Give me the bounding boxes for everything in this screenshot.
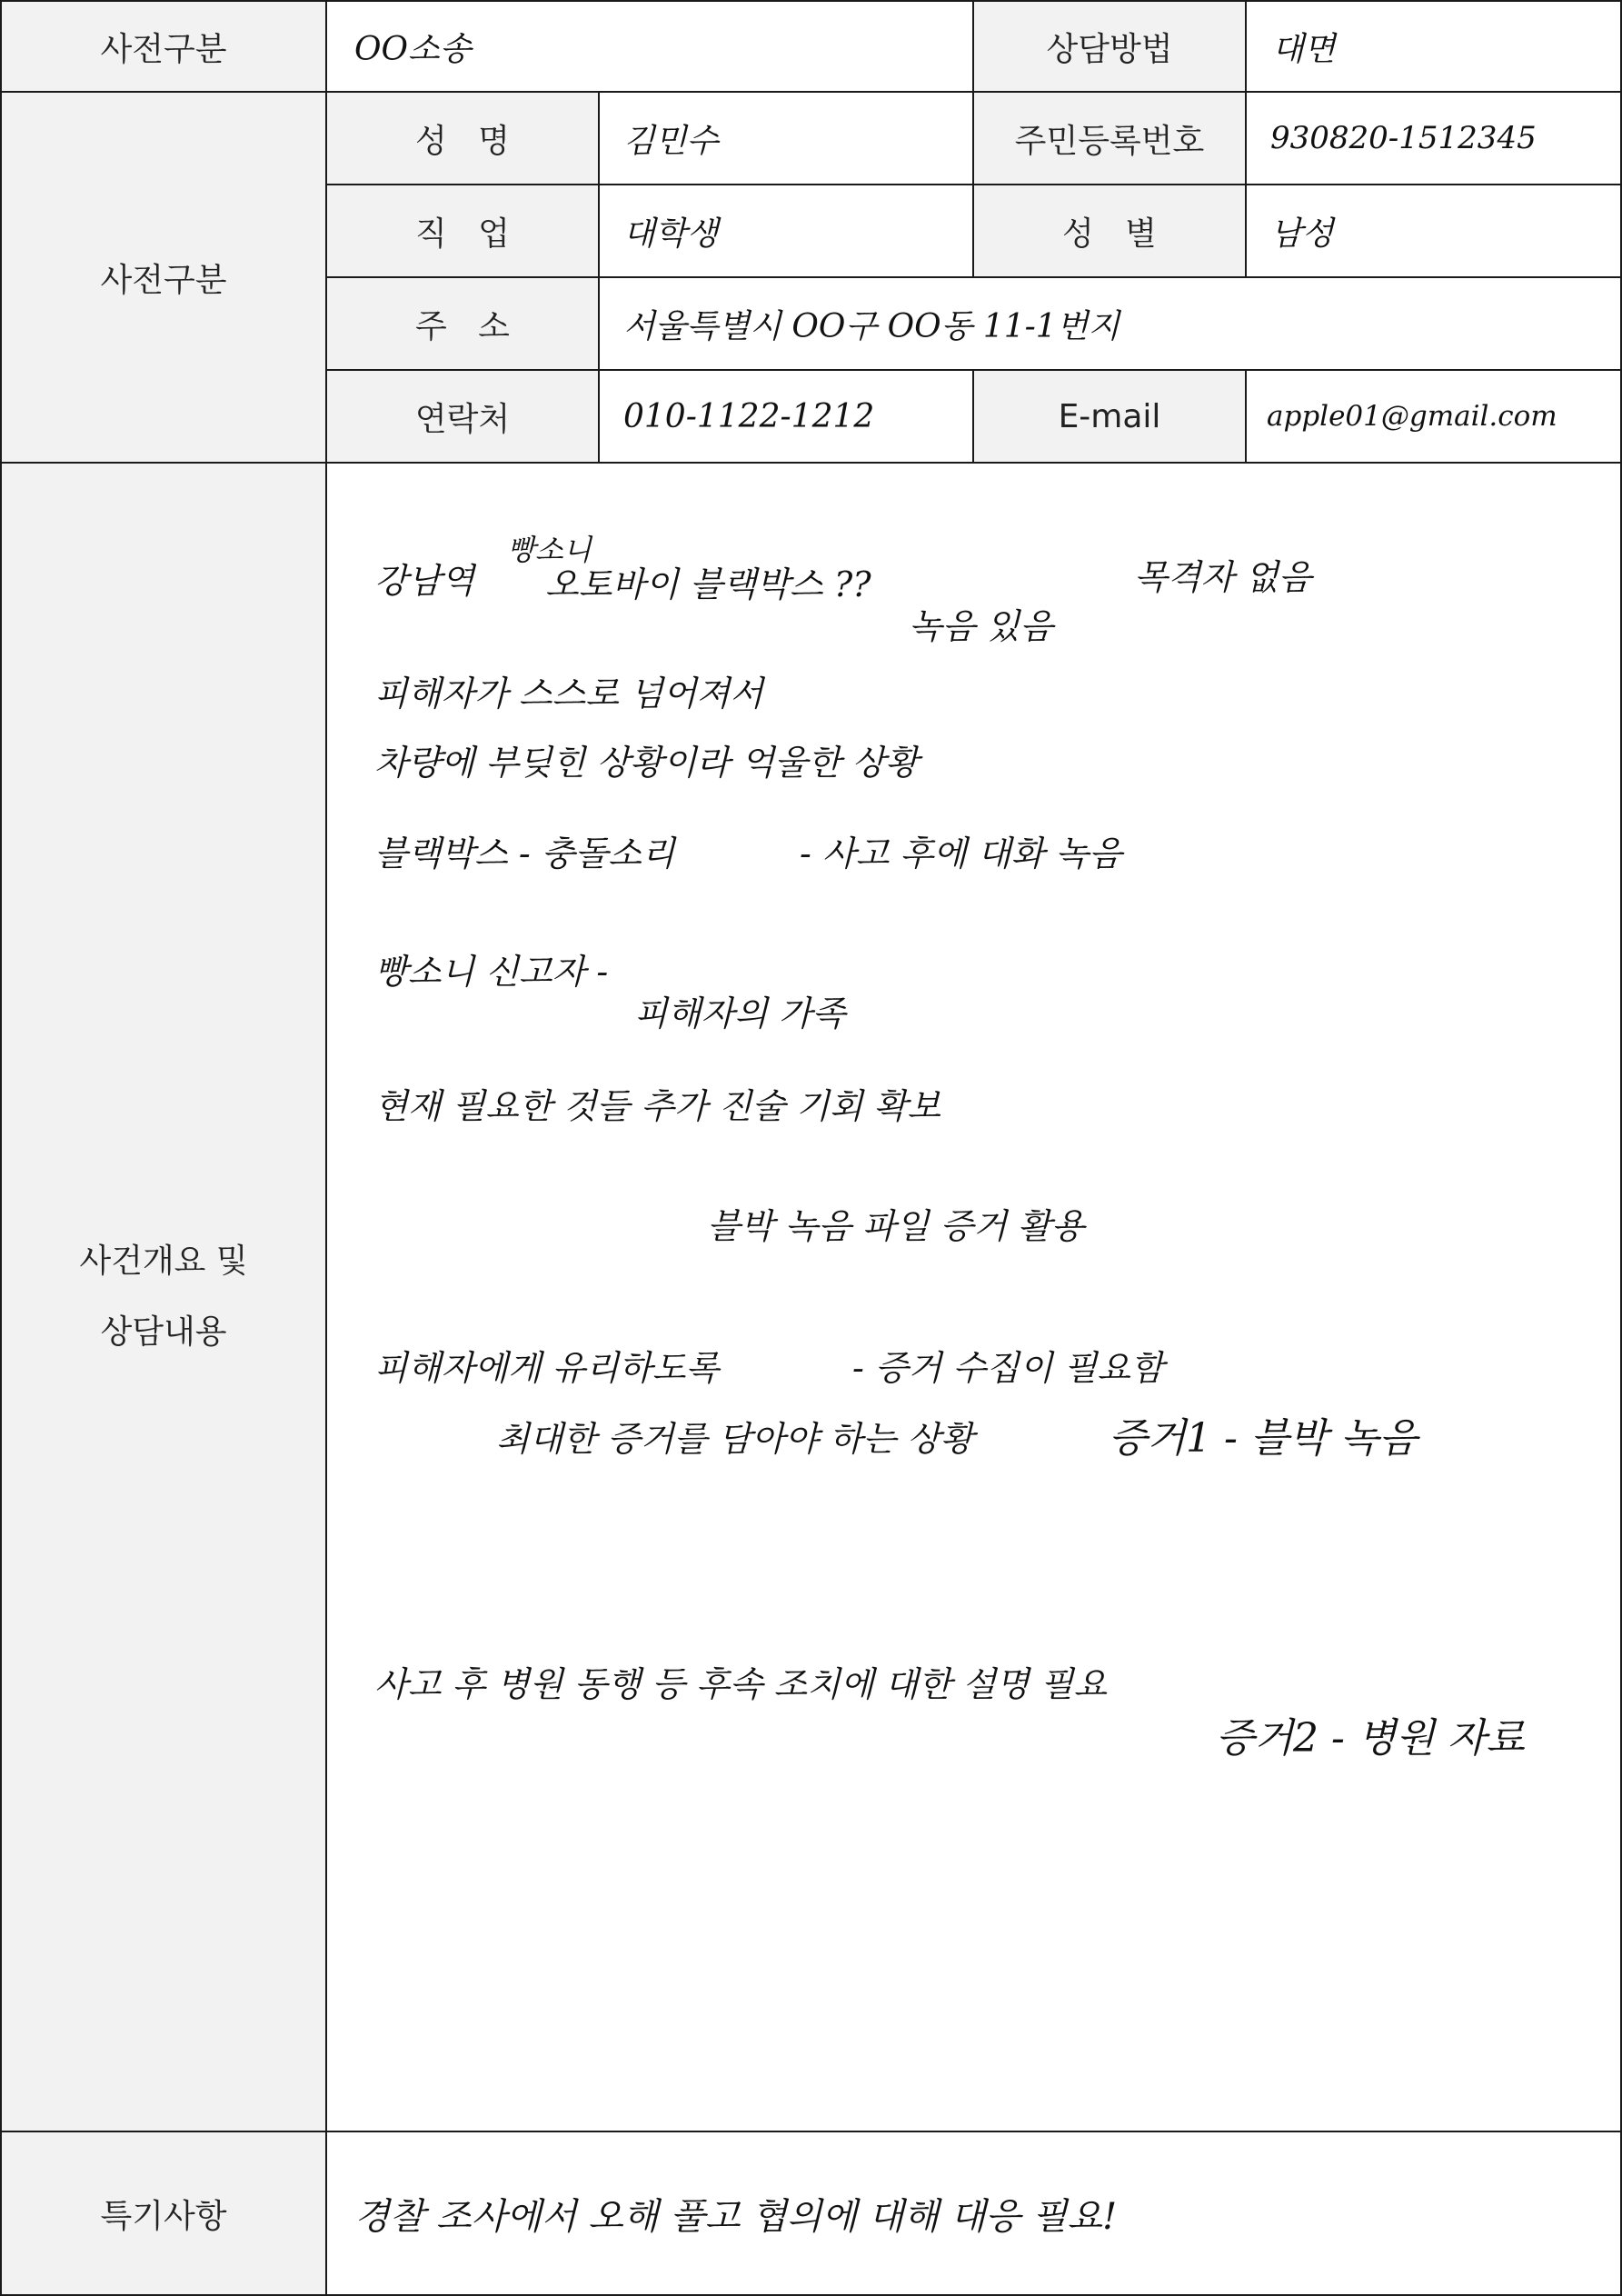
job-label: 직 업 bbox=[325, 184, 600, 278]
case-type-value: OO소송 bbox=[325, 0, 974, 93]
name-label: 성 명 bbox=[325, 91, 600, 185]
note-line: 블랙박스 - 충돌소리 bbox=[374, 834, 675, 873]
consult-label-line1: 사건개요 및 bbox=[79, 1243, 248, 1280]
method-value: 대면 bbox=[1245, 0, 1622, 93]
note-line: 빵소니 bbox=[507, 533, 592, 567]
contact-value: 010-1122-1212 bbox=[598, 369, 974, 464]
special-value: 경찰 조사에서 오해 풀고 협의에 대해 대응 필요! bbox=[325, 2131, 1622, 2296]
note-line: 피해자의 가족 bbox=[634, 993, 846, 1033]
job-value: 대학생 bbox=[598, 184, 974, 278]
consult-label-line2: 상담내용 bbox=[100, 1313, 227, 1351]
note-line: 차량에 부딪힌 상황이라 억울한 상황 bbox=[374, 743, 919, 783]
case-type-label: 사전구분 bbox=[0, 0, 327, 93]
note-line: 빵소니 신고자 - bbox=[374, 952, 609, 992]
note-line: - 증거 수집이 필요함 bbox=[852, 1348, 1164, 1388]
method-label: 상담방법 bbox=[972, 0, 1247, 93]
note-line: 오토바이 블랙박스 ?? bbox=[545, 564, 871, 604]
rrn-value: 930820-1512345 bbox=[1245, 91, 1622, 185]
email-value: apple01@gmail.com bbox=[1245, 369, 1622, 464]
name-value: 김민수 bbox=[598, 91, 974, 185]
address-label: 주 소 bbox=[325, 276, 600, 371]
contact-label: 연락처 bbox=[325, 369, 600, 464]
address-value: 서울특별시 OO구 OO동 11-1번지 bbox=[598, 276, 1622, 371]
note-line: 녹음 있음 bbox=[909, 606, 1053, 646]
note-line: - 사고 후에 대화 녹음 bbox=[800, 834, 1122, 873]
note-line: 증거2 - 병원 자료 bbox=[1216, 1715, 1525, 1762]
special-label: 특기사항 bbox=[0, 2131, 327, 2296]
consult-label bbox=[0, 462, 327, 2132]
note-line: 피해자에게 유리하도록 bbox=[374, 1348, 720, 1388]
consult-notes-area bbox=[325, 462, 1622, 2132]
note-line: 피해자가 스스로 넘어져서 bbox=[374, 674, 763, 714]
note-line: 현재 필요한 것들 추가 진술 기회 확보 bbox=[374, 1086, 941, 1126]
note-line: 사고 후 병원 동행 등 후속 조치에 대한 설명 필요 bbox=[374, 1664, 1108, 1704]
rrn-label: 주민등록번호 bbox=[972, 91, 1247, 185]
note-line: 강남역 bbox=[374, 561, 475, 601]
note-line: 블박 녹음 파일 증거 활용 bbox=[707, 1206, 1085, 1246]
email-label: E-mail bbox=[972, 369, 1247, 464]
gender-value: 남성 bbox=[1245, 184, 1622, 278]
gender-label: 성 별 bbox=[972, 184, 1247, 278]
note-line: 최대한 증거를 담아야 하는 상황 bbox=[496, 1419, 974, 1459]
client-section-label: 사전구분 bbox=[0, 91, 327, 464]
note-line: 목격자 없음 bbox=[1134, 557, 1312, 597]
note-line: 증거1 - 블박 녹음 bbox=[1109, 1415, 1418, 1462]
